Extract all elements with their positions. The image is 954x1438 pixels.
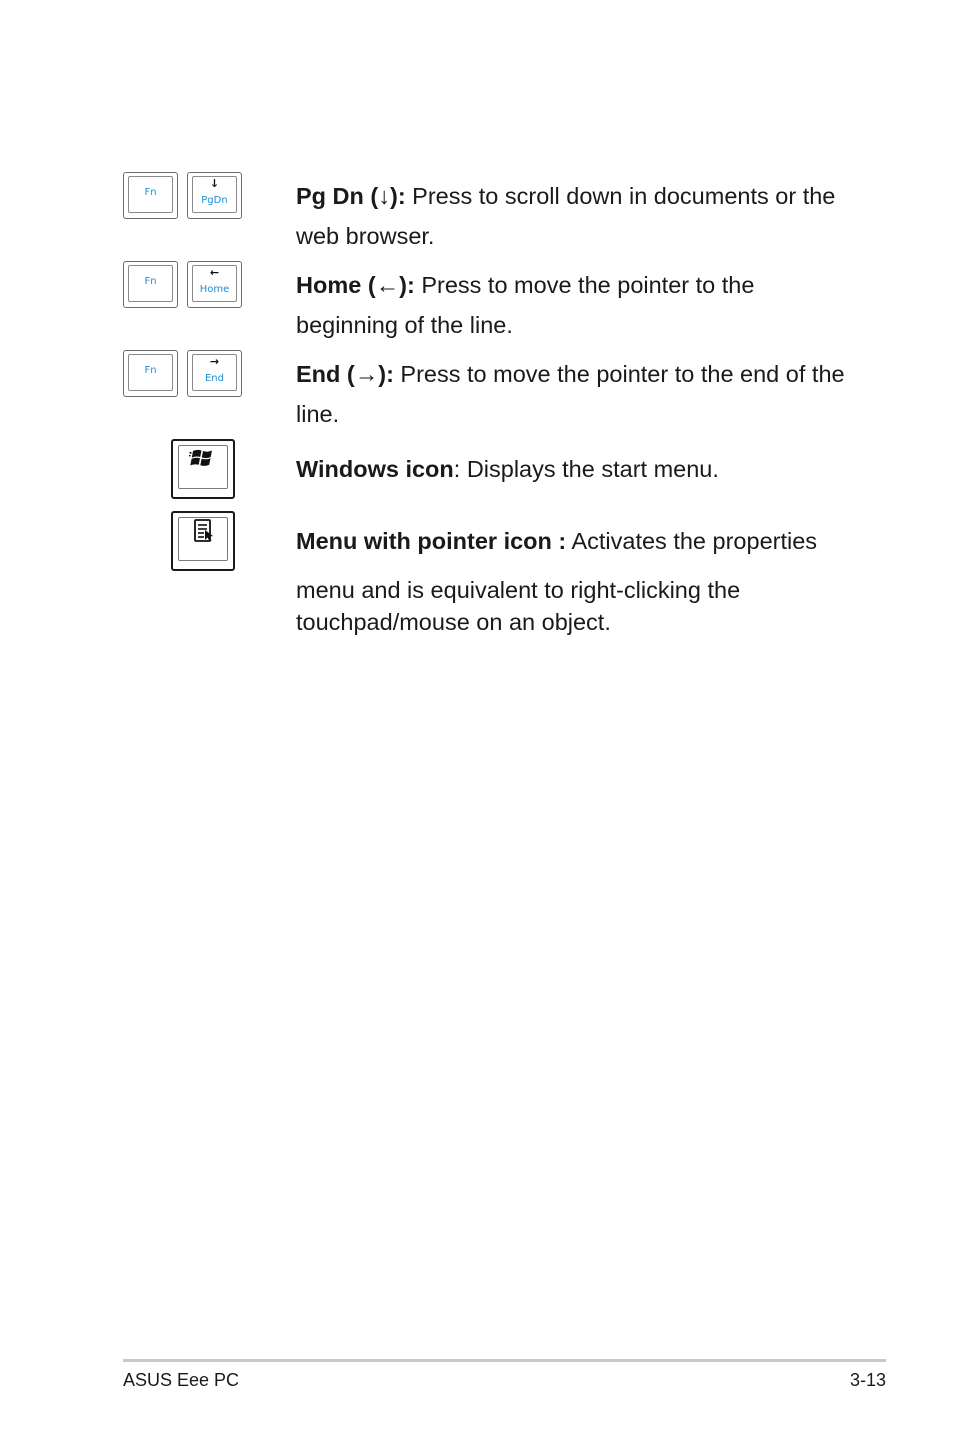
fn-key-label: Fn <box>144 276 157 287</box>
footer-product-name: ASUS Eee PC <box>123 1370 240 1390</box>
home-description: Press to move the pointer to the beginning of the line. <box>296 272 755 338</box>
windows-description: : Displays the start menu. <box>453 456 719 482</box>
end-key-label: End <box>204 373 224 384</box>
menu-description-continued: menu and is equivalent to right-clicking the touchpad/mouse on an object. <box>296 577 741 635</box>
home-term: Home (←): <box>296 272 415 298</box>
end-entry <box>296 354 856 434</box>
menu-description: Activates the properties <box>566 528 818 554</box>
home-key-label: Home <box>199 284 230 295</box>
arrow-right-icon: → <box>209 355 220 368</box>
windows-term: Windows icon <box>296 456 454 482</box>
pgdn-entry <box>296 176 856 256</box>
menu-term: Menu with pointer icon : <box>296 528 567 554</box>
home-key <box>187 261 242 308</box>
menu-key <box>171 511 235 571</box>
pgdn-term: Pg Dn (↓): <box>296 183 406 209</box>
fn-key-label: Fn <box>144 365 157 376</box>
arrow-left-icon: ← <box>209 266 220 279</box>
windows-key <box>171 439 235 499</box>
windows-entry <box>296 449 856 489</box>
menu-entry-continued <box>296 574 766 638</box>
end-key <box>187 350 242 397</box>
footer-page-number: 3-13 <box>849 1370 886 1390</box>
pgdn-key <box>187 172 242 219</box>
fn-key <box>123 172 178 219</box>
menu-entry <box>296 521 856 561</box>
fn-key <box>123 261 178 308</box>
fn-key <box>123 350 178 397</box>
footer-divider <box>123 1359 886 1362</box>
end-description: Press to move the pointer to the end of the line. <box>296 361 845 427</box>
pgdn-key-label: PgDn <box>201 195 228 206</box>
pgdn-description: Press to scroll down in documents or the web browser. <box>296 183 836 249</box>
windows-logo-icon <box>189 445 217 473</box>
home-entry <box>296 265 856 345</box>
fn-key-label: Fn <box>144 187 157 198</box>
arrow-down-icon: ↓ <box>209 177 220 190</box>
end-term: End (→): <box>296 361 394 387</box>
menu-pointer-icon <box>189 517 217 545</box>
